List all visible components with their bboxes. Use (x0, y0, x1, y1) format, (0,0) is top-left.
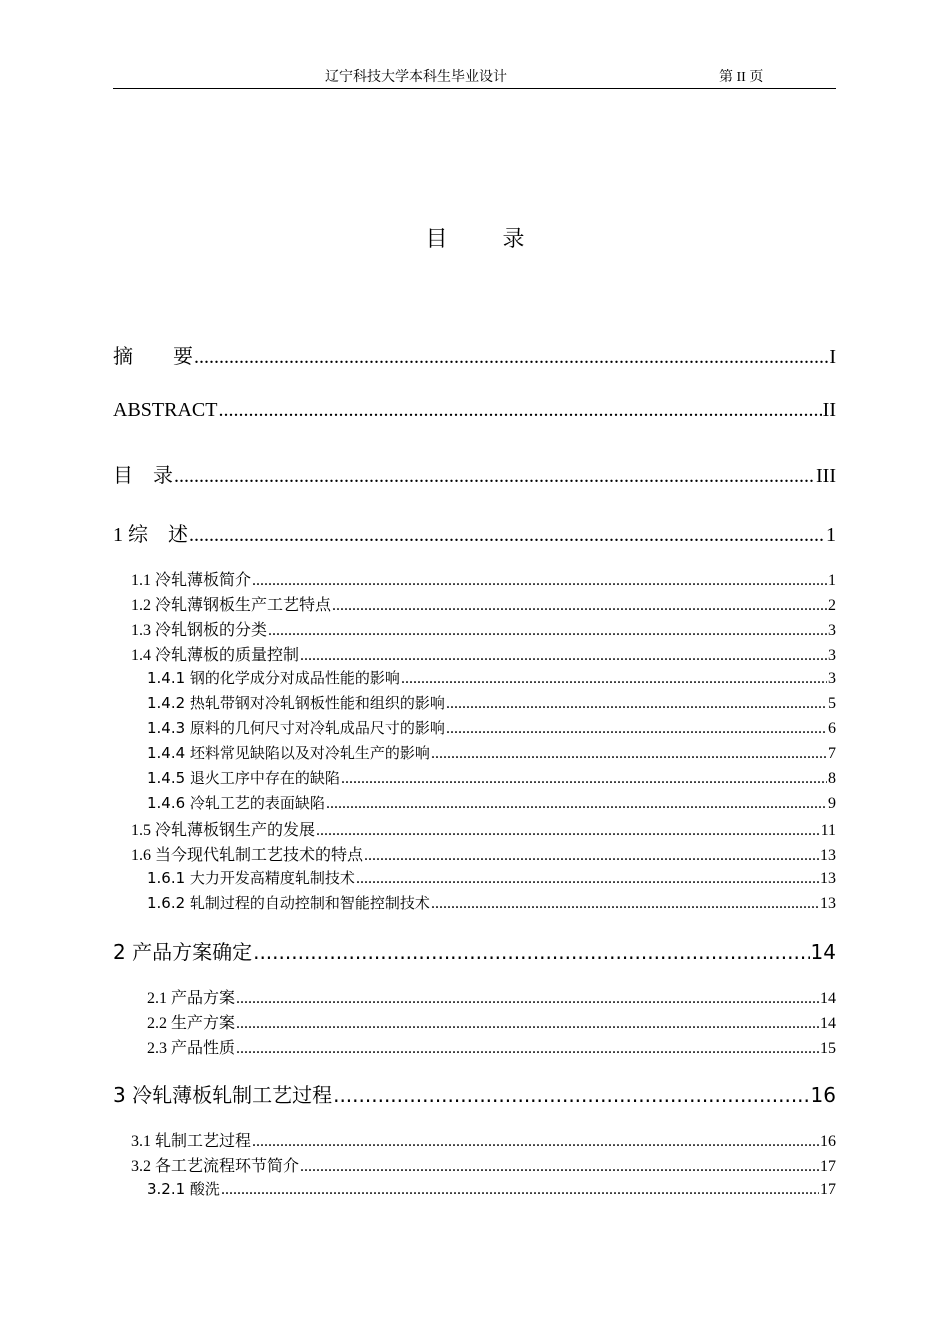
toc-entry-label: 1.6.1 大力开发高精度轧制技术 (147, 869, 355, 887)
toc-leader-dots (218, 399, 821, 422)
toc-entry-label: 2.2 生产方案 (147, 1015, 236, 1032)
toc-entry-label: 2.1 产品方案 (147, 990, 236, 1007)
toc-entry-1-5[interactable] (131, 817, 836, 839)
toc-entry-label: 1.4.6 冷轧工艺的表面缺陷 (147, 794, 325, 812)
toc-entry-label: 1.6.2 轧制过程的自动控制和智能控制技术 (147, 894, 430, 912)
toc-entry-abstract-cn[interactable] (113, 340, 836, 368)
toc-entry-label: 1.4.2 热轧带钢对冷轧钢板性能和组织的影响 (147, 694, 445, 712)
toc-entry-label: ABSTRACT (113, 399, 218, 421)
toc-entry-label: 2.3 产品性质 (147, 1040, 236, 1057)
toc-leader-dots (300, 647, 827, 664)
toc-entry-2-1[interactable] (147, 985, 836, 1007)
toc-entry-page: 3 (828, 647, 836, 664)
toc-entry-chapter-1[interactable] (113, 518, 836, 546)
toc-entry-1-4[interactable] (131, 642, 836, 664)
toc-entry-page: 13 (820, 870, 836, 887)
toc-title-right: 录 (502, 226, 525, 251)
toc-leader-dots (236, 990, 819, 1007)
toc-leader-dots (364, 847, 819, 864)
toc-entry-page: II (822, 399, 836, 421)
toc-entry-page: 5 (828, 695, 836, 712)
toc-leader-dots (446, 695, 827, 713)
toc-entry-1-1[interactable] (131, 567, 836, 589)
toc-leader-dots (252, 1133, 819, 1150)
toc-entry-2-3[interactable] (147, 1035, 836, 1057)
toc-leader-dots (221, 1181, 819, 1199)
toc-entry-page: 15 (820, 1040, 836, 1057)
toc-entry-1-2[interactable] (131, 592, 836, 614)
toc-leader-dots (174, 465, 815, 487)
toc-leader-dots (268, 622, 827, 639)
toc-leader-dots (194, 346, 828, 368)
toc-entry-page: 13 (820, 847, 836, 864)
toc-entry-page: 17 (820, 1158, 836, 1175)
toc-entry-label: 3.1 轧制工艺过程 (131, 1133, 252, 1150)
toc-entry-3-2[interactable] (131, 1153, 836, 1175)
toc-entry-page: 1 (828, 572, 836, 589)
toc-entry-1-6[interactable] (131, 842, 836, 864)
toc-leader-dots (236, 1015, 819, 1032)
toc-entry-1-3[interactable] (131, 617, 836, 639)
toc-leader-dots (236, 1040, 819, 1057)
toc-entry-page: 7 (828, 745, 836, 762)
toc-entry-page: 17 (820, 1181, 836, 1198)
toc-title-left: 目 (425, 226, 448, 251)
toc-leader-dots (341, 770, 827, 788)
toc-entry-label: 1.1 冷轧薄板简介 (131, 572, 252, 589)
toc-entry-page: 1 (826, 524, 836, 546)
toc-leader-dots (333, 1083, 809, 1107)
toc-leader-dots (300, 1158, 819, 1175)
toc-entry-1-4-3[interactable] (147, 717, 836, 739)
toc-entry-label: 1.5 冷轧薄板钢生产的发展 (131, 822, 316, 839)
header-school: 辽宁科技大学本科生毕业设计 (325, 70, 507, 85)
toc-entry-label: 1.4.1 钢的化学成分对成品性能的影响 (147, 669, 400, 687)
toc-entry-page: 8 (828, 770, 836, 787)
toc-entry-page: 3 (828, 622, 836, 639)
toc-entry-contents[interactable] (113, 459, 836, 487)
toc-entry-page: I (829, 346, 836, 368)
toc-entry-label: 1.4 冷轧薄板的质量控制 (131, 647, 300, 664)
toc-entry-page: 16 (810, 1083, 836, 1107)
toc-entry-page: 16 (820, 1133, 836, 1150)
toc-entry-3-2-1[interactable] (147, 1178, 836, 1200)
toc-entry-1-6-2[interactable] (147, 892, 836, 914)
toc-entry-page: 14 (820, 1015, 836, 1032)
toc-entry-label: 1.6 当今现代轧制工艺技术的特点 (131, 847, 364, 864)
toc-entry-label: 3.2.1 酸洗 (147, 1180, 220, 1198)
toc-entry-page: III (816, 465, 836, 487)
toc-entry-page: 3 (828, 670, 836, 687)
toc-entry-abstract-en[interactable] (113, 399, 836, 427)
toc-entry-1-4-2[interactable] (147, 692, 836, 714)
toc-entry-page: 14 (820, 990, 836, 1007)
toc-entry-label: 1.2 冷轧薄钢板生产工艺特点 (131, 597, 332, 614)
toc-entry-page: 11 (820, 822, 836, 839)
toc-entry-label: 1 综 述 (113, 524, 188, 546)
toc-entry-page: 2 (828, 597, 836, 614)
toc-entry-label: 3 冷轧薄板轧制工艺过程 (113, 1083, 333, 1107)
toc-entry-label: 1.4.5 退火工序中存在的缺陷 (147, 769, 340, 787)
toc-entry-1-4-4[interactable] (147, 742, 836, 764)
toc-leader-dots (356, 870, 819, 888)
header-page-number: 第 II 页 (719, 70, 764, 85)
toc-entry-page: 14 (810, 940, 836, 964)
toc-leader-dots (332, 597, 827, 614)
toc-entry-label: 目 录 (113, 465, 173, 487)
toc-entry-label: 1.4.4 坯料常见缺陷以及对冷轧生产的影响 (147, 744, 430, 762)
toc-leader-dots (431, 895, 819, 913)
toc-leader-dots (431, 745, 827, 763)
toc-leader-dots (189, 524, 825, 546)
toc-entry-1-4-5[interactable] (147, 767, 836, 789)
toc-entry-2-2[interactable] (147, 1010, 836, 1032)
toc-entry-1-6-1[interactable] (147, 867, 836, 889)
toc-entry-label: 摘 要 (113, 346, 193, 368)
toc-entry-label: 1.3 冷轧钢板的分类 (131, 622, 268, 639)
toc-entry-label: 3.2 各工艺流程环节简介 (131, 1158, 300, 1175)
toc-leader-dots (252, 572, 827, 589)
toc-leader-dots (253, 940, 809, 964)
toc-entry-label: 1.4.3 原料的几何尺寸对冷轧成品尺寸的影响 (147, 719, 445, 737)
toc-leader-dots (326, 795, 827, 813)
toc-leader-dots (401, 670, 827, 688)
toc-entry-page: 9 (828, 795, 836, 812)
toc-entry-1-4-6[interactable] (147, 792, 836, 814)
toc-entry-label: 2 产品方案确定 (113, 940, 253, 964)
toc-entry-chapter-3[interactable] (113, 1079, 836, 1107)
toc-entry-1-4-1[interactable] (147, 667, 836, 689)
toc-leader-dots (316, 822, 820, 839)
toc-entry-page: 6 (828, 720, 836, 737)
toc-entry-page: 13 (820, 895, 836, 912)
toc-entry-3-1[interactable] (131, 1128, 836, 1150)
toc-leader-dots (446, 720, 827, 738)
toc-entry-chapter-2[interactable] (113, 936, 836, 964)
